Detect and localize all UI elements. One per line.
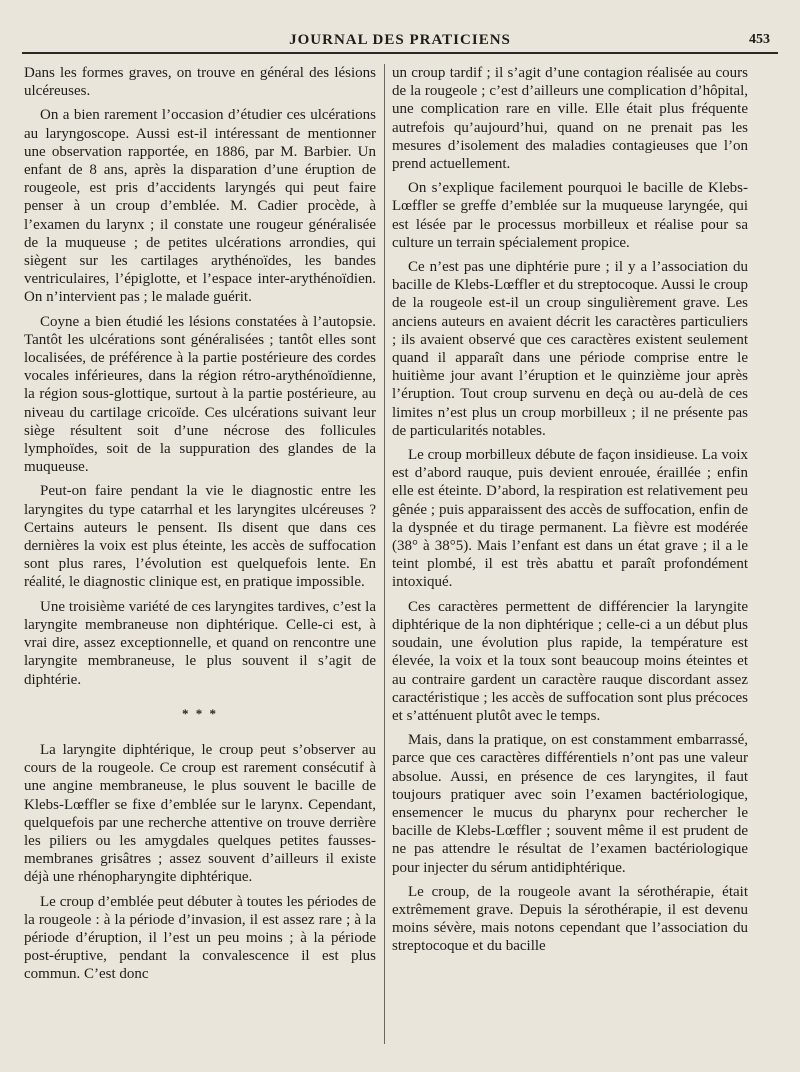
column-divider: [384, 64, 385, 1044]
paragraph: Ces caractères permettent de différencier la laryngite diphtérique de la non diphtérique ; celle-ci a un début plus soudain, une évolution plus rapide, la température est élevée, la voix et la toux sont beaucoup moins éteintes et au contraire gardent un caractère rauque discordant assez caractéristique ; les accès de suffocation sont plus précoces et s’atténuent plutôt avec le temps.: [392, 598, 748, 724]
paragraph: Ce n’est pas une diphtérie pure ; il y a l’association du bacille de Klebs-Lœffler et du streptocoque. Aussi le croup de la rougeole est-il un croup singulièrement grave. Les anciens auteurs en avaient décrit les caractères particuliers ; ils avaient observé que ces caractères existent seulement quand il apparaît dans une période comprise entre le huitième jour avant l’éruption et le quinzième jour après l’éruption. Tout croup survenu en deçà ou au-delà de ces limites n’est plus un croup morbilleux ; il ne présente pas de particularités notables.: [392, 259, 748, 439]
paragraph: Le croup d’emblée peut débuter à toutes les périodes de la rougeole : à la période d’invasion, il est assez rare ; à la période d’éruption, il l’est un peu moins ; à la période post-éruptive, pendant la convalescence il est plus commun. C’est donc: [24, 893, 376, 983]
right-column: [392, 64, 748, 962]
page-header: [22, 30, 778, 54]
paragraph: Une troisième variété de ces laryngites tardives, c’est la laryngite membraneuse non diphtérique. Celle-ci est, à vrai dire, assez exceptionnelle, et quand on rencontre une laryngite membraneuse, le plus souvent il s’agit de diphtérie.: [24, 598, 376, 688]
section-separator: * * *: [182, 705, 218, 721]
paragraph: Peut-on faire pendant la vie le diagnostic entre les laryngites du type catarrhal et les laryngites ulcéreuses ? Certains auteurs le pensent. Ils disent que dans ces dernières la voix est plus éteinte, les accès de suffocation sont plus rares, l’évolution est quelquefois lente. En réalité, le diagnostic clinique est, en pratique impossible.: [24, 483, 376, 591]
journal-title: JOURNAL DES PRATICIENS: [289, 32, 511, 48]
left-column: [24, 64, 376, 990]
paragraph: On s’explique facilement pourquoi le bacille de Klebs-Lœffler se greffe d’emblée sur la muqueuse laryngée, qui est lésée par le processus morbilleux et réalise pour sa culture un terrain spécialement propice.: [392, 180, 748, 251]
paragraph: Le croup morbilleux débute de façon insidieuse. La voix est d’abord rauque, puis devient enrouée, éraillée ; enfin elle est éteinte. D’abord, la respiration est relativement peu gênée ; puis apparaissent des accès de suffocation, enfin de la dyspnée et du tirage permanent. La fièvre est modérée (38° à 38°5). Mais l’enfant est dans un état grave ; il a le teint plombé, il est très abattu et paraît profondément intoxiqué.: [392, 447, 748, 591]
paragraph: Mais, dans la pratique, on est constamment embarrassé, parce que ces caractères différentiels n’ont pas une valeur absolue. Aussi, en présence de ces laryngites, il faut toujours pratiquer avec soin l’examen bactériologique, ensemencer le mucus du pharynx pour rechercher le bacille de Klebs-Lœffler ; souvent même il est prudent de ne pas attendre le résultat de l’examen bactériologique pour injecter du sérum antidiphtérique.: [392, 732, 748, 876]
paragraph: On a bien rarement l’occasion d’étudier ces ulcérations au laryngoscope. Aussi est-il intéressant de mentionner une observation rapportée, en 1886, par M. Barbier. Un enfant de 8 ans, après la disparation d’une éruption de rougeole, est pris d’accidents laryngés qui peut faire penser à un croup d’emblée. M. Cadier procède, à l’examen du larynx ; il constate une rougeur généralisée de la muqueuse ; de petites ulcérations arrondies, qui siègent sur les cartilages arythénoïdes, les bandes ventriculaires, l’épiglotte, et l’espace inter-arythénoïdien. On n’intervient pas ; le malade guérit.: [24, 107, 376, 306]
paragraph: La laryngite diphtérique, le croup peut s’observer au cours de la rougeole. Ce croup est rarement consécutif à une angine membraneuse, le plus souvent le bacille de Klebs-Lœffler se fixe d’emblée sur le larynx. Cependant, quelquefois par une recherche attentive on trouve derrière les piliers ou les amygdales quelques petites fausses-membranes grisâtres ; assez souvent d’ailleurs il existe déjà une rhénopharyngite diphtérique.: [24, 741, 376, 886]
paragraph: un croup tardif ; il s’agit d’une contagion réalisée au cours de la rougeole ; c’est d’ailleurs une complication d’hôpital, une complication rare en ville. Elle était plus fréquente autrefois qu’aujourd’hui, quand on ne prenait pas les mesures d’isolement des maladies contagieuses que l’on prend actuellement.: [392, 65, 748, 173]
paragraph: Dans les formes graves, on trouve en général des lésions ulcéreuses.: [24, 65, 376, 100]
paragraph: Le croup, de la rougeole avant la sérothérapie, était extrêmement grave. Depuis la sérothérapie, il est devenu moins sévère, mais notons cependant que l’association du streptocoque et du bacille: [392, 883, 748, 955]
paragraph: Coyne a bien étudié les lésions constatées à l’autopsie. Tantôt les ulcérations sont généralisées ; tantôt elles sont localisées, de préférence à la partie postérieure des cordes vocales inférieures, dans la région rétro-arythénoïdienne, la région sous-glottique, surtout à la partie postérieure, au niveau du cartilage cricoïde. Ces ulcérations suivant leur siège résultent soit d’une nécrose des follicules lymphoïdes, soit de la suppuration des glandes de la muqueuse.: [24, 313, 376, 476]
page-number: 453: [749, 32, 770, 47]
